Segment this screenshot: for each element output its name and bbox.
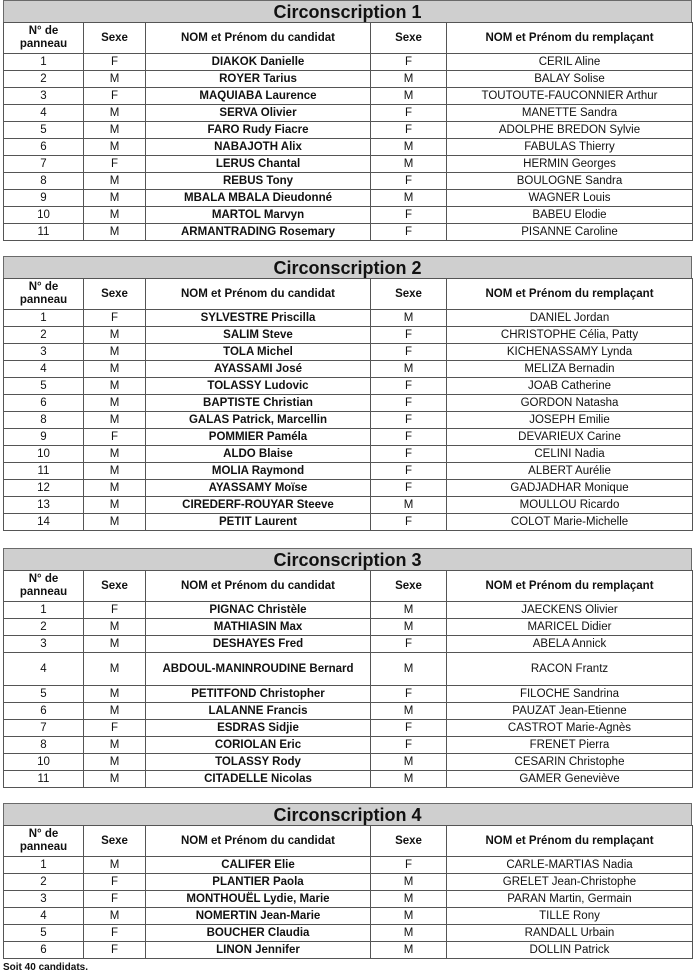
- substitute-sex-cell: F: [371, 395, 447, 412]
- district-title: Circonscription 4: [3, 803, 692, 825]
- candidate-name-cell: NABAJOTH Alix: [146, 139, 371, 156]
- candidate-sex-cell: F: [84, 925, 146, 942]
- panel-number-cell: 4: [4, 653, 84, 686]
- substitute-name-cell: MELIZA Bernadin: [447, 361, 693, 378]
- substitute-name-cell: CHRISTOPHE Célia, Patty: [447, 327, 693, 344]
- panel-number-cell: 1: [4, 602, 84, 619]
- header-sex: Sexe: [84, 279, 146, 310]
- table-row: [4, 207, 693, 224]
- substitute-sex-cell: M: [371, 653, 447, 686]
- candidate-name-cell: PETITFOND Christopher: [146, 686, 371, 703]
- table-row: [4, 942, 693, 959]
- candidate-sex-cell: M: [84, 514, 146, 531]
- panel-number-cell: 6: [4, 139, 84, 156]
- panel-number-cell: 5: [4, 122, 84, 139]
- table-row: [4, 771, 693, 788]
- candidate-name-cell: PIGNAC Christèle: [146, 602, 371, 619]
- candidate-sex-cell: M: [84, 771, 146, 788]
- candidate-sex-cell: F: [84, 720, 146, 737]
- panel-number-cell: 3: [4, 344, 84, 361]
- substitute-name-cell: FABULAS Thierry: [447, 139, 693, 156]
- table-row: [4, 139, 693, 156]
- candidate-sex-cell: M: [84, 857, 146, 874]
- candidate-name-cell: CORIOLAN Eric: [146, 737, 371, 754]
- header-row: [4, 279, 693, 310]
- substitute-sex-cell: M: [371, 891, 447, 908]
- table-row: [4, 327, 693, 344]
- candidate-count-note: Soit 40 candidats.: [3, 962, 89, 973]
- panel-number-cell: 11: [4, 463, 84, 480]
- substitute-name-cell: MOULLOU Ricardo: [447, 497, 693, 514]
- candidate-sex-cell: F: [84, 429, 146, 446]
- candidate-sex-cell: F: [84, 54, 146, 71]
- candidate-name-cell: LERUS Chantal: [146, 156, 371, 173]
- panel-number-cell: 5: [4, 925, 84, 942]
- candidate-sex-cell: F: [84, 156, 146, 173]
- candidate-name-cell: AYASSAMY Moïse: [146, 480, 371, 497]
- district-title: Circonscription 1: [3, 0, 692, 22]
- substitute-name-cell: ABELA Annick: [447, 636, 693, 653]
- substitute-name-cell: DANIEL Jordan: [447, 310, 693, 327]
- header-panel: N° de panneau: [4, 279, 84, 310]
- candidates-table: [3, 570, 693, 788]
- header-substitute: NOM et Prénom du remplaçant: [447, 23, 693, 54]
- panel-number-cell: 10: [4, 754, 84, 771]
- table-row: [4, 224, 693, 241]
- substitute-name-cell: CASTROT Marie-Agnès: [447, 720, 693, 737]
- substitute-sex-cell: F: [371, 429, 447, 446]
- table-row: [4, 412, 693, 429]
- table-row: [4, 891, 693, 908]
- candidate-name-cell: ARMANTRADING Rosemary: [146, 224, 371, 241]
- candidate-name-cell: SALIM Steve: [146, 327, 371, 344]
- substitute-sex-cell: M: [371, 703, 447, 720]
- table-row: [4, 619, 693, 636]
- candidate-sex-cell: M: [84, 327, 146, 344]
- candidates-table: [3, 825, 693, 959]
- candidates-table: [3, 22, 693, 241]
- substitute-name-cell: FRENET Pierra: [447, 737, 693, 754]
- table-row: [4, 310, 693, 327]
- substitute-sex-cell: F: [371, 54, 447, 71]
- table-row: [4, 105, 693, 122]
- substitute-name-cell: GADJADHAR Monique: [447, 480, 693, 497]
- substitute-name-cell: CARLE-MARTIAS Nadia: [447, 857, 693, 874]
- candidate-name-cell: MARTOL Marvyn: [146, 207, 371, 224]
- header-candidate: NOM et Prénom du candidat: [146, 826, 371, 857]
- candidate-sex-cell: M: [84, 619, 146, 636]
- substitute-name-cell: PAUZAT Jean-Etienne: [447, 703, 693, 720]
- substitute-sex-cell: M: [371, 874, 447, 891]
- header-panel: N° de panneau: [4, 826, 84, 857]
- candidate-sex-cell: M: [84, 703, 146, 720]
- panel-number-cell: 7: [4, 720, 84, 737]
- candidate-name-cell: TOLASSY Ludovic: [146, 378, 371, 395]
- substitute-name-cell: GORDON Natasha: [447, 395, 693, 412]
- candidate-name-cell: PLANTIER Paola: [146, 874, 371, 891]
- table-row: [4, 480, 693, 497]
- substitute-sex-cell: M: [371, 602, 447, 619]
- substitute-name-cell: FILOCHE Sandrina: [447, 686, 693, 703]
- substitute-sex-cell: F: [371, 207, 447, 224]
- header-sex-substitute: Sexe: [371, 571, 447, 602]
- substitute-sex-cell: F: [371, 720, 447, 737]
- panel-number-cell: 10: [4, 207, 84, 224]
- panel-number-cell: 11: [4, 771, 84, 788]
- panel-number-cell: 3: [4, 636, 84, 653]
- candidate-name-cell: ROYER Tarius: [146, 71, 371, 88]
- substitute-sex-cell: F: [371, 224, 447, 241]
- table-row: [4, 446, 693, 463]
- substitute-name-cell: MANETTE Sandra: [447, 105, 693, 122]
- table-row: [4, 88, 693, 105]
- candidate-sex-cell: M: [84, 71, 146, 88]
- candidate-sex-cell: M: [84, 122, 146, 139]
- candidate-name-cell: LALANNE Francis: [146, 703, 371, 720]
- header-substitute: NOM et Prénom du remplaçant: [447, 571, 693, 602]
- candidate-sex-cell: M: [84, 378, 146, 395]
- substitute-name-cell: ALBERT Aurélie: [447, 463, 693, 480]
- substitute-sex-cell: M: [371, 139, 447, 156]
- substitute-sex-cell: F: [371, 463, 447, 480]
- panel-number-cell: 5: [4, 686, 84, 703]
- substitute-sex-cell: F: [371, 122, 447, 139]
- candidate-sex-cell: M: [84, 207, 146, 224]
- candidate-sex-cell: M: [84, 908, 146, 925]
- substitute-sex-cell: M: [371, 942, 447, 959]
- candidate-sex-cell: M: [84, 190, 146, 207]
- table-row: [4, 653, 693, 686]
- panel-number-cell: 2: [4, 327, 84, 344]
- substitute-name-cell: JOSEPH Emilie: [447, 412, 693, 429]
- substitute-sex-cell: F: [371, 105, 447, 122]
- candidate-name-cell: CALIFER Elie: [146, 857, 371, 874]
- substitute-sex-cell: F: [371, 480, 447, 497]
- substitute-sex-cell: M: [371, 71, 447, 88]
- table-row: [4, 737, 693, 754]
- candidate-name-cell: TOLA Michel: [146, 344, 371, 361]
- district-block-3: [3, 548, 692, 788]
- substitute-sex-cell: F: [371, 514, 447, 531]
- panel-number-cell: 8: [4, 737, 84, 754]
- panel-number-cell: 11: [4, 224, 84, 241]
- panel-number-cell: 4: [4, 361, 84, 378]
- candidate-name-cell: PETIT Laurent: [146, 514, 371, 531]
- substitute-name-cell: TILLE Rony: [447, 908, 693, 925]
- header-row: [4, 571, 693, 602]
- candidate-name-cell: CITADELLE Nicolas: [146, 771, 371, 788]
- panel-number-cell: 1: [4, 857, 84, 874]
- candidate-sex-cell: M: [84, 737, 146, 754]
- panel-number-cell: 2: [4, 874, 84, 891]
- substitute-name-cell: ADOLPHE BREDON Sylvie: [447, 122, 693, 139]
- header-sex-substitute: Sexe: [371, 279, 447, 310]
- table-row: [4, 156, 693, 173]
- candidate-name-cell: ABDOUL-MANINROUDINE Bernard: [146, 653, 371, 686]
- district-block-1: [3, 0, 692, 241]
- substitute-name-cell: GAMER Geneviève: [447, 771, 693, 788]
- substitute-name-cell: PISANNE Caroline: [447, 224, 693, 241]
- candidate-sex-cell: F: [84, 310, 146, 327]
- candidate-name-cell: ALDO Blaise: [146, 446, 371, 463]
- substitute-name-cell: JAECKENS Olivier: [447, 602, 693, 619]
- panel-number-cell: 3: [4, 88, 84, 105]
- substitute-sex-cell: F: [371, 412, 447, 429]
- table-row: [4, 122, 693, 139]
- panel-number-cell: 2: [4, 71, 84, 88]
- substitute-name-cell: HERMIN Georges: [447, 156, 693, 173]
- substitute-sex-cell: F: [371, 327, 447, 344]
- substitute-name-cell: TOUTOUTE-FAUCONNIER Arthur: [447, 88, 693, 105]
- header-substitute: NOM et Prénom du remplaçant: [447, 279, 693, 310]
- candidate-sex-cell: M: [84, 224, 146, 241]
- candidate-sex-cell: M: [84, 412, 146, 429]
- table-row: [4, 602, 693, 619]
- table-row: [4, 636, 693, 653]
- panel-number-cell: 4: [4, 105, 84, 122]
- table-row: [4, 395, 693, 412]
- candidate-name-cell: SERVA Olivier: [146, 105, 371, 122]
- candidate-name-cell: CIREDERF-ROUYAR Steeve: [146, 497, 371, 514]
- panel-number-cell: 1: [4, 54, 84, 71]
- substitute-sex-cell: M: [371, 190, 447, 207]
- panel-number-cell: 2: [4, 619, 84, 636]
- substitute-name-cell: MARICEL Didier: [447, 619, 693, 636]
- substitute-sex-cell: M: [371, 88, 447, 105]
- candidate-name-cell: NOMERTIN Jean-Marie: [146, 908, 371, 925]
- candidate-name-cell: MONTHOUËL Lydie, Marie: [146, 891, 371, 908]
- candidate-name-cell: BAPTISTE Christian: [146, 395, 371, 412]
- panel-number-cell: 9: [4, 429, 84, 446]
- substitute-sex-cell: M: [371, 908, 447, 925]
- district-block-4: [3, 803, 692, 959]
- substitute-name-cell: DEVARIEUX Carine: [447, 429, 693, 446]
- panel-number-cell: 9: [4, 190, 84, 207]
- candidate-name-cell: MATHIASIN Max: [146, 619, 371, 636]
- candidate-sex-cell: M: [84, 105, 146, 122]
- panel-number-cell: 3: [4, 891, 84, 908]
- district-title: Circonscription 3: [3, 548, 692, 570]
- panel-number-cell: 10: [4, 446, 84, 463]
- candidate-sex-cell: M: [84, 686, 146, 703]
- header-panel: N° de panneau: [4, 571, 84, 602]
- panel-number-cell: 13: [4, 497, 84, 514]
- candidate-sex-cell: F: [84, 88, 146, 105]
- header-candidate: NOM et Prénom du candidat: [146, 279, 371, 310]
- substitute-sex-cell: M: [371, 619, 447, 636]
- table-row: [4, 378, 693, 395]
- panel-number-cell: 8: [4, 173, 84, 190]
- table-row: [4, 173, 693, 190]
- district-block-2: [3, 256, 692, 531]
- candidate-sex-cell: M: [84, 139, 146, 156]
- candidate-sex-cell: F: [84, 874, 146, 891]
- panel-number-cell: 5: [4, 378, 84, 395]
- substitute-sex-cell: F: [371, 737, 447, 754]
- substitute-sex-cell: M: [371, 754, 447, 771]
- header-row: [4, 23, 693, 54]
- candidate-sex-cell: M: [84, 653, 146, 686]
- candidate-sex-cell: M: [84, 636, 146, 653]
- table-row: [4, 463, 693, 480]
- candidate-sex-cell: M: [84, 361, 146, 378]
- panel-number-cell: 12: [4, 480, 84, 497]
- substitute-sex-cell: F: [371, 378, 447, 395]
- table-row: [4, 344, 693, 361]
- header-sex-substitute: Sexe: [371, 826, 447, 857]
- substitute-sex-cell: F: [371, 446, 447, 463]
- candidate-name-cell: SYLVESTRE Priscilla: [146, 310, 371, 327]
- candidate-name-cell: MOLIA Raymond: [146, 463, 371, 480]
- candidate-sex-cell: M: [84, 463, 146, 480]
- candidate-sex-cell: F: [84, 602, 146, 619]
- header-row: [4, 826, 693, 857]
- substitute-sex-cell: M: [371, 361, 447, 378]
- header-candidate: NOM et Prénom du candidat: [146, 571, 371, 602]
- substitute-sex-cell: M: [371, 497, 447, 514]
- panel-number-cell: 4: [4, 908, 84, 925]
- header-sex: Sexe: [84, 23, 146, 54]
- substitute-name-cell: CESARIN Christophe: [447, 754, 693, 771]
- candidate-sex-cell: F: [84, 891, 146, 908]
- panel-number-cell: 6: [4, 395, 84, 412]
- substitute-name-cell: CERIL Aline: [447, 54, 693, 71]
- candidate-name-cell: DESHAYES Fred: [146, 636, 371, 653]
- substitute-name-cell: RACON Frantz: [447, 653, 693, 686]
- panel-number-cell: 6: [4, 703, 84, 720]
- panel-number-cell: 14: [4, 514, 84, 531]
- candidate-name-cell: DIAKOK Danielle: [146, 54, 371, 71]
- candidate-name-cell: MAQUIABA Laurence: [146, 88, 371, 105]
- table-row: [4, 720, 693, 737]
- substitute-sex-cell: F: [371, 173, 447, 190]
- substitute-name-cell: BALAY Solise: [447, 71, 693, 88]
- substitute-sex-cell: F: [371, 636, 447, 653]
- candidate-sex-cell: M: [84, 395, 146, 412]
- table-row: [4, 686, 693, 703]
- substitute-sex-cell: M: [371, 771, 447, 788]
- candidates-table: [3, 278, 693, 531]
- substitute-name-cell: WAGNER Louis: [447, 190, 693, 207]
- substitute-name-cell: DOLLIN Patrick: [447, 942, 693, 959]
- table-row: [4, 54, 693, 71]
- table-row: [4, 361, 693, 378]
- table-row: [4, 429, 693, 446]
- candidate-name-cell: REBUS Tony: [146, 173, 371, 190]
- substitute-name-cell: KICHENASSAMY Lynda: [447, 344, 693, 361]
- candidate-name-cell: GALAS Patrick, Marcellin: [146, 412, 371, 429]
- candidate-name-cell: FARO Rudy Fiacre: [146, 122, 371, 139]
- candidate-sex-cell: M: [84, 754, 146, 771]
- candidate-sex-cell: M: [84, 173, 146, 190]
- candidate-sex-cell: M: [84, 446, 146, 463]
- candidate-name-cell: ESDRAS Sidjie: [146, 720, 371, 737]
- substitute-name-cell: RANDALL Urbain: [447, 925, 693, 942]
- header-sex: Sexe: [84, 571, 146, 602]
- substitute-name-cell: CELINI Nadia: [447, 446, 693, 463]
- table-row: [4, 497, 693, 514]
- candidate-sex-cell: F: [84, 942, 146, 959]
- district-title: Circonscription 2: [3, 256, 692, 278]
- header-candidate: NOM et Prénom du candidat: [146, 23, 371, 54]
- header-substitute: NOM et Prénom du remplaçant: [447, 826, 693, 857]
- candidate-name-cell: LINON Jennifer: [146, 942, 371, 959]
- panel-number-cell: 7: [4, 156, 84, 173]
- substitute-name-cell: COLOT Marie-Michelle: [447, 514, 693, 531]
- candidate-name-cell: AYASSAMI José: [146, 361, 371, 378]
- candidate-name-cell: TOLASSY Rody: [146, 754, 371, 771]
- candidate-sex-cell: M: [84, 497, 146, 514]
- panel-number-cell: 8: [4, 412, 84, 429]
- table-row: [4, 874, 693, 891]
- header-sex: Sexe: [84, 826, 146, 857]
- candidate-name-cell: MBALA MBALA Dieudonné: [146, 190, 371, 207]
- candidate-name-cell: BOUCHER Claudia: [146, 925, 371, 942]
- table-row: [4, 71, 693, 88]
- substitute-sex-cell: F: [371, 857, 447, 874]
- candidate-sex-cell: M: [84, 480, 146, 497]
- substitute-name-cell: BOULOGNE Sandra: [447, 173, 693, 190]
- substitute-name-cell: JOAB Catherine: [447, 378, 693, 395]
- substitute-sex-cell: F: [371, 344, 447, 361]
- table-row: [4, 754, 693, 771]
- substitute-name-cell: BABEU Elodie: [447, 207, 693, 224]
- substitute-sex-cell: M: [371, 310, 447, 327]
- candidate-sex-cell: M: [84, 344, 146, 361]
- table-row: [4, 857, 693, 874]
- substitute-name-cell: GRELET Jean-Christophe: [447, 874, 693, 891]
- panel-number-cell: 6: [4, 942, 84, 959]
- table-row: [4, 514, 693, 531]
- substitute-sex-cell: F: [371, 686, 447, 703]
- table-row: [4, 908, 693, 925]
- table-row: [4, 703, 693, 720]
- substitute-sex-cell: M: [371, 156, 447, 173]
- header-sex-substitute: Sexe: [371, 23, 447, 54]
- candidate-name-cell: POMMIER Paméla: [146, 429, 371, 446]
- table-row: [4, 190, 693, 207]
- panel-number-cell: 1: [4, 310, 84, 327]
- table-row: [4, 925, 693, 942]
- header-panel: N° de panneau: [4, 23, 84, 54]
- substitute-name-cell: PARAN Martin, Germain: [447, 891, 693, 908]
- substitute-sex-cell: M: [371, 925, 447, 942]
